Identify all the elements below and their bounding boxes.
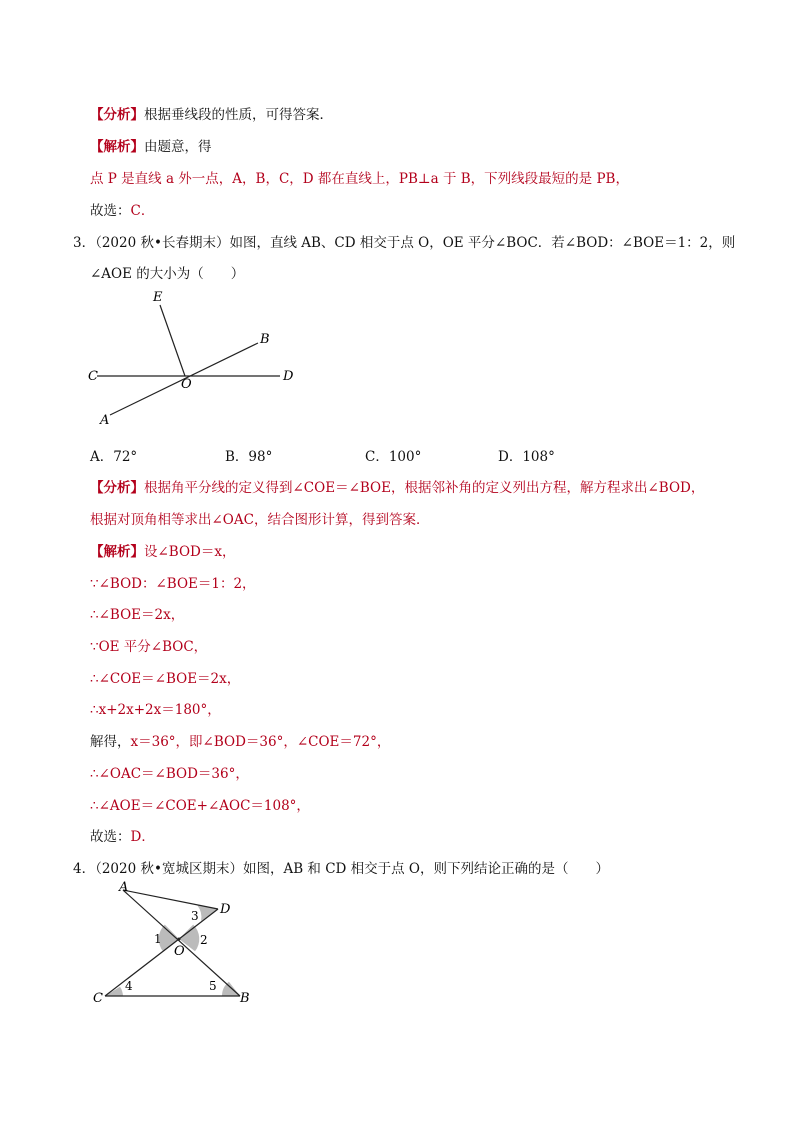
q3-analysis-line2: 根据对顶角相等求出∠OAC，结合图形计算，得到答案．	[90, 512, 430, 528]
analysis-text: 根据角平分线的定义得到∠COE＝∠BOE，根据邻补角的定义列出方程，解方程求出∠BOD，	[144, 480, 705, 496]
label-a: A	[100, 413, 110, 428]
q3-analysis-line1	[90, 476, 704, 496]
q3-figure	[85, 285, 315, 430]
label-b: B	[260, 332, 270, 347]
analysis-tag: 【分析】	[90, 480, 144, 496]
angle-label-5: 5	[209, 979, 217, 993]
solution-text: 由题意，得	[144, 139, 212, 155]
angle-label-2: 2	[200, 933, 208, 947]
angle-3-fill	[197, 905, 218, 921]
label-e: E	[153, 290, 163, 305]
label-d: D	[283, 369, 294, 384]
answer-prefix: 故选：	[90, 829, 131, 845]
prev-solution	[90, 135, 212, 155]
q3-answer	[90, 825, 155, 845]
angle-label-3: 3	[191, 909, 199, 923]
q4-stem: 4．（2020 秋•宽城区期末）如图，AB 和 CD 相交于点 O，则下列结论正确的是（ ）	[73, 861, 610, 877]
solution-tag: 【解析】	[90, 544, 144, 560]
label-a: A	[119, 880, 129, 895]
analysis-tag: 【分析】	[90, 107, 144, 123]
q3-stem-line2: ∠AOE 的大小为（ ）	[90, 266, 245, 282]
q3-solution-step4: ∵OE 平分∠BOC，	[90, 639, 208, 655]
q3-solution-step7	[90, 730, 390, 750]
answer-value: C．	[130, 203, 155, 219]
option-c[interactable]: C．100°	[365, 449, 422, 465]
q3-solution-step8: ∴∠OAC＝∠BOD＝36°，	[90, 766, 249, 782]
answer-prefix: 故选：	[90, 203, 131, 219]
q3-solution-step9: ∴∠AOE＝∠COE+∠AOC＝108°，	[90, 798, 310, 814]
solution-tag: 【解析】	[90, 139, 144, 155]
ray-oe	[160, 305, 185, 376]
q3-solution-step5: ∴∠COE＝∠BOE＝2x，	[90, 671, 241, 687]
step-text: 设∠BOD＝x，	[144, 544, 236, 560]
option-d[interactable]: D．108°	[498, 449, 555, 465]
q3-solution-step2: ∵∠BOD：∠BOE＝1：2，	[90, 576, 256, 592]
prev-body-line: 点 P 是直线 a 外一点，A，B，C，D 都在直线上，PB⊥a 于 B，下列线段最短的是 PB，	[90, 171, 629, 187]
label-b: B	[240, 991, 250, 1006]
q3-solution-step6: ∴x+2x+2x＝180°，	[90, 702, 221, 718]
answer-value: D．	[130, 829, 155, 845]
prev-answer	[90, 199, 154, 219]
label-c: C	[93, 991, 103, 1006]
label-o: O	[174, 944, 185, 959]
option-a[interactable]: A．72°	[90, 449, 138, 465]
q3-stem-line1: 3．（2020 秋•长春期末）如图，直线 AB、CD 相交于点 O，OE 平分∠BOC．若∠BOD：∠BOE＝1：2，则	[73, 235, 736, 251]
step-text: x＝36°，即∠BOD＝36°，∠COE＝72°，	[130, 734, 391, 750]
point-o	[178, 938, 181, 941]
analysis-text: 根据垂线段的性质，可得答案．	[144, 107, 333, 123]
q4-figure	[85, 878, 265, 1008]
solve-prefix: 解得，	[90, 734, 131, 750]
angle-label-1: 1	[154, 932, 162, 946]
prev-analysis	[90, 103, 333, 123]
segment-cd	[105, 909, 218, 996]
angle-label-4: 4	[125, 979, 133, 993]
label-o: O	[181, 377, 192, 392]
label-c: C	[88, 369, 98, 384]
option-b[interactable]: B．98°	[225, 449, 273, 465]
label-d: D	[220, 902, 231, 917]
q3-solution-step3: ∴∠BOE＝2x，	[90, 607, 185, 623]
segment-ad	[123, 890, 218, 909]
q3-solution-step1	[90, 540, 236, 560]
